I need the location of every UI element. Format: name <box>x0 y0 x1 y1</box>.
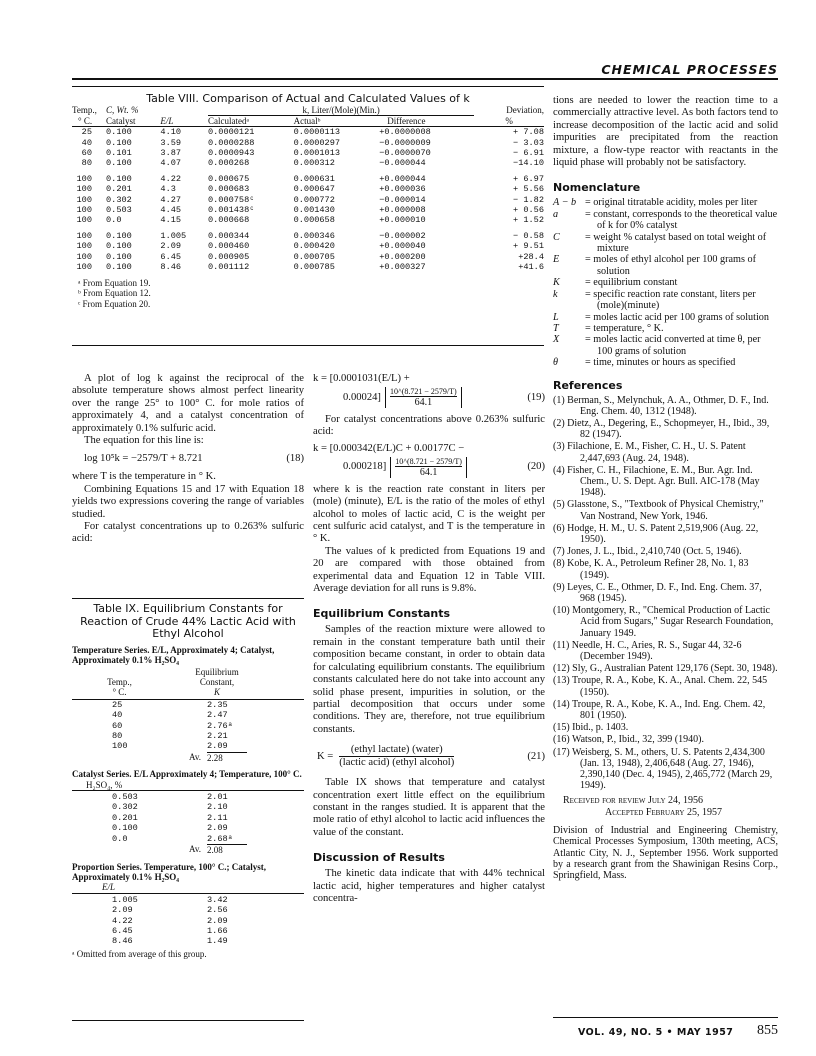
table-row <box>72 215 544 228</box>
equation-21 <box>317 744 545 769</box>
table-row <box>72 802 304 812</box>
table-cell: +0.000200 <box>379 251 426 262</box>
table-cell: 0.000785 <box>293 261 335 272</box>
table-cell: 60 <box>112 720 123 731</box>
table-cell: 0.201 <box>112 812 138 823</box>
table-cell: 0.100 <box>106 231 132 242</box>
t9-s2-avg-label: Av. <box>189 844 201 855</box>
reference-item: (7) Jones, J. L., Ibid., 2,410,740 (Oct. 5, 1946). <box>553 546 742 558</box>
table-row <box>72 916 304 926</box>
reference-item: (6) Hodge, H. M., U. S. Patent 2,519,906 (Aug. 22, 1950). <box>553 522 759 545</box>
accepted-line: Accepted February 25, 1957 <box>605 806 722 818</box>
t9-s3-col: E/L <box>72 882 304 893</box>
table-cell: 0.0000297 <box>293 137 341 148</box>
header-rule <box>72 78 778 80</box>
table-cell: 1.005 <box>112 894 138 905</box>
table-row <box>72 792 304 802</box>
nomenclature-definition: = moles lactic acid converted at time θ, per 100 grams of solution <box>585 334 761 357</box>
table-row <box>72 905 304 915</box>
table-cell: 1.49 <box>207 936 228 947</box>
table-cell: +0.000010 <box>379 215 426 226</box>
table-cell: −0.0000070 <box>379 147 431 158</box>
nomenclature-item <box>553 323 778 334</box>
table-cell: 4.22 <box>112 915 133 926</box>
t9-series-1-header <box>72 667 304 700</box>
received-line: Received for review July 24, 1956 <box>563 795 704 807</box>
paragraph: The values of k predicted from Equations 19 and 20 are compared with those obtained from experimental data and Equation 12 in Table VIII. Average deviation for all runs is 9.8%. <box>313 545 545 595</box>
table-cell: 0.000268 <box>207 158 250 169</box>
heading-discussion: Discussion of Results <box>313 851 445 865</box>
table-row <box>72 936 304 946</box>
table-cell: 1.005 <box>160 231 187 242</box>
t9-footnote: ᵃ Omitted from average of this group. <box>72 948 207 959</box>
nomenclature-item <box>553 232 778 255</box>
nomenclature-symbol: k <box>553 288 558 300</box>
table-8-bottom-rule <box>72 345 544 346</box>
table-cell: 100 <box>76 215 92 226</box>
table-cell: 0.001430 <box>293 204 335 215</box>
table-cell: 0.0000121 <box>207 127 255 138</box>
t9-s1-col1b: ° C. <box>112 687 127 697</box>
equation-20-number: (20) <box>527 461 545 473</box>
table-cell: 4.07 <box>160 158 182 169</box>
table-row <box>72 741 304 751</box>
equation-19-exp: 10^(8.721 − 2579/T) <box>389 387 457 396</box>
affiliation-note: Division of Industrial and Engineering Chemistry, Chemical Processes Symposium, 130th meeting, ACS, Atlantic City, N. J., September 1956. Work supported by a research grant from the Shawinigan Resins Corp., Springfield, Mass. <box>553 825 778 882</box>
table-cell: 4.10 <box>160 127 182 138</box>
table-row <box>72 148 544 158</box>
table-cell: 0.0000288 <box>207 137 255 148</box>
table-cell: + 6.97 <box>513 174 544 185</box>
table-cell: 40 <box>112 710 123 721</box>
table-cell: 0.0 <box>112 833 128 844</box>
nomenclature-symbol: X <box>553 334 560 346</box>
table-8-footnotes <box>72 278 544 309</box>
nomenclature-symbol: a <box>553 208 559 220</box>
nomenclature-symbol: E <box>553 254 560 266</box>
table-row <box>72 926 304 936</box>
table-row <box>72 158 544 171</box>
table-row <box>72 241 544 251</box>
equation-19-den: 64.1 <box>390 396 457 408</box>
table-row <box>72 731 304 741</box>
table-cell: 8.46 <box>112 936 133 947</box>
t8-footnote: ᵇ From Equation 12. <box>78 288 151 299</box>
table-cell: 2.68ᵃ <box>207 833 233 844</box>
table-cell: +0.000036 <box>379 184 426 195</box>
table-cell: 8.46 <box>160 261 182 272</box>
table-cell: +0.0000008 <box>379 127 431 138</box>
t8-col-dev-unit: % <box>505 115 513 126</box>
nomenclature-item <box>553 334 778 357</box>
table-cell: 2.09 <box>207 915 228 926</box>
table-row <box>72 184 544 194</box>
t9-s1-col1a: Temp., <box>107 676 132 687</box>
table-cell: 2.76ᵃ <box>207 720 233 731</box>
table-cell: −0.000044 <box>379 158 426 169</box>
table-cell: 0.000346 <box>293 231 335 242</box>
table-cell: 0.0000113 <box>293 127 341 138</box>
table-cell: 0.000675 <box>207 174 250 185</box>
reference-item: (5) Glasstone, S., "Textbook of Physical Chemistry," Van Nostrand, New York, 1946. <box>553 499 764 522</box>
equation-19-coef: 0.00024] <box>343 391 381 403</box>
table-cell: 6.45 <box>112 925 133 936</box>
table-row <box>72 127 544 138</box>
equation-20-coef: 0.000218] <box>343 461 387 473</box>
table-cell: 0.000647 <box>293 184 335 195</box>
table-row <box>72 700 304 710</box>
nomenclature-symbol: C <box>553 231 560 243</box>
nomenclature-symbol: T <box>553 322 559 334</box>
table-8-grid <box>72 105 544 272</box>
table-cell: 100 <box>112 741 128 752</box>
table-9-top-rule <box>72 598 304 599</box>
reference-item: (11) Needle, H. C., Aries, R. S., Sugar 44, 32-6 (December 1949). <box>553 639 742 662</box>
nomenclature-symbol: θ <box>553 357 559 369</box>
t9-s1-col2a: Equilibrium <box>195 666 239 677</box>
t9-series-1-average <box>72 752 304 763</box>
nomenclature-list <box>553 197 778 368</box>
table-cell: 4.15 <box>160 215 182 226</box>
nomenclature-item <box>553 312 778 323</box>
paragraph: For catalyst concentrations up to 0.263% sulfuric acid: <box>72 521 304 545</box>
t9-series-2-rows <box>72 792 304 844</box>
table-cell: 100 <box>76 174 92 185</box>
paragraph: Table IX shows that temperature and catalyst concentration exert little effect on the equilibrium constant in the ranges studied. It is apparent that the mole ratio of ethyl alcohol to lactic acid influences the value of the constant. <box>313 777 545 838</box>
equation-20-den: 64.1 <box>395 466 462 478</box>
table-cell: 0.302 <box>112 802 138 813</box>
table-cell: 100 <box>76 241 92 252</box>
equation-19 <box>313 373 545 408</box>
nomenclature-definition: = equilibrium constant <box>585 277 678 289</box>
equation-21-denominator: (lactic acid) (ethyl alcohol) <box>339 757 455 769</box>
equation-20-lhs: k = [0.000342(E/L)C + 0.00177C − <box>313 442 465 454</box>
table-cell: 2.21 <box>207 731 228 742</box>
table-cell: + 1.52 <box>513 215 544 226</box>
table-cell: 0.000758ᶜ <box>207 194 255 205</box>
nomenclature-definition: = original titratable acidity, moles per liter <box>585 197 758 209</box>
nomenclature-definition: = weight % catalyst based on total weight of mixture <box>585 231 767 255</box>
reference-item: (4) Fisher, C. H., Filachione, E. M., Bur. Agr. Ind. Chem., U. S. Dept. Agr. Bull. AIC-178 (May 1948). <box>553 464 760 499</box>
table-9 <box>72 603 304 959</box>
nomenclature-symbol: A − b <box>553 197 577 209</box>
reference-list <box>553 395 778 792</box>
t8-col-cat2: Catalyst <box>106 115 136 126</box>
column-2 <box>313 373 545 905</box>
table-cell: 0.000683 <box>207 184 250 195</box>
table-cell: 0.503 <box>106 204 132 215</box>
table-cell: 80 <box>81 158 92 169</box>
nomenclature-symbol: K <box>553 277 560 289</box>
table-cell: 0.001438ᶜ <box>207 204 255 215</box>
table-row <box>72 205 544 215</box>
t8-col-actual: Actualᵇ <box>293 116 321 127</box>
reference-item: (16) Watson, P., Ibid., 32, 399 (1940). <box>553 734 704 746</box>
table-cell: 100 <box>76 251 92 262</box>
nomenclature-definition: = time, minutes or hours as specified <box>585 357 736 369</box>
table-cell: 4.3 <box>160 184 176 195</box>
table-cell: −14.10 <box>513 158 544 169</box>
table-cell: 0.000312 <box>293 158 335 169</box>
t9-s1-col2c: K <box>213 687 220 698</box>
section-header: CHEMICAL PROCESSES <box>601 62 778 77</box>
reference-item: (14) Troupe, R. A., Kobe, K. A., Ind. Eng. Chem. 42, 801 (1950). <box>553 698 766 722</box>
column-3 <box>553 95 778 881</box>
table-8 <box>72 86 544 309</box>
table-cell: 100 <box>76 194 92 205</box>
nomenclature-definition: = specific reaction rate constant, liters per (mole)(minute) <box>585 288 756 312</box>
t8-col-calc: Calculatedᵃ <box>207 116 249 127</box>
table-8-body <box>72 127 544 272</box>
table-9-title: Table IX. Equilibrium Constants for Reaction of Crude 44% Lactic Acid with Ethyl Alcohol <box>80 602 296 641</box>
table-row <box>72 895 304 905</box>
t9-s2-col: H₂SO₄, % <box>72 780 304 791</box>
table-cell: 2.35 <box>207 699 228 710</box>
table-cell: 100 <box>76 184 92 195</box>
nomenclature-definition: = constant, corresponds to the theoretical value of k for 0% catalyst <box>585 208 778 232</box>
table-cell: 0.000705 <box>293 251 335 262</box>
t9-series-3-title: Proportion Series. Temperature, 100° C.; Catalyst, Approximately 0.1% H₂SO₄ <box>72 861 266 882</box>
table-cell: 4.27 <box>160 194 182 205</box>
reference-item: (15) Ibid., p. 1403. <box>553 722 629 734</box>
nomenclature-item <box>553 254 778 277</box>
table-cell: 0.100 <box>106 174 132 185</box>
equation-19-lhs: k = [0.0001031(E/L) + <box>313 373 410 384</box>
equation-19-number: (19) <box>527 391 545 403</box>
t8-footnote: ᶜ From Equation 20. <box>78 298 151 309</box>
nomenclature-definition: = moles of ethyl alcohol per 100 grams of solution <box>585 254 756 277</box>
table-cell: 2.11 <box>207 812 228 823</box>
reference-item: (2) Dietz, A., Degering, E., Schopmeyer, H., Ibid., 39, 82 (1947). <box>553 417 770 441</box>
table-cell: 0.100 <box>106 241 132 252</box>
table-cell: 2.47 <box>207 710 228 721</box>
t9-series-1-title: Temperature Series. E/L, Approximately 4; Catalyst, Approximately 0.1% H₂SO₄ <box>72 644 275 666</box>
table-cell: 2.10 <box>207 802 228 813</box>
table-8-title: Table VIII. Comparison of Actual and Calculated Values of k <box>146 92 470 105</box>
page-number: 855 <box>757 1023 778 1038</box>
table-cell: − 0.58 <box>513 231 544 242</box>
table-cell: 0.100 <box>106 158 132 169</box>
table-cell: 0.000905 <box>207 251 250 262</box>
table-cell: 0.100 <box>106 261 132 272</box>
t8-col-dev: Deviation, <box>506 105 544 116</box>
t9-s1-avg-label: Av. <box>189 751 201 762</box>
table-cell: +28.4 <box>518 251 544 262</box>
table-cell: 0.100 <box>106 127 132 138</box>
table-8-top-rule <box>72 86 544 87</box>
table-cell: 2.09 <box>207 823 228 834</box>
table-cell: 4.45 <box>160 204 182 215</box>
t8-col-k: k, Liter/(Mole)(Min.) <box>208 105 474 116</box>
paragraph: Combining Equations 15 and 17 with Equation 18 yields two expressions covering the range of variables studied. <box>72 483 304 520</box>
equation-18-body: log 10⁵k = −2579/T + 8.721 <box>84 453 203 465</box>
nomenclature-item <box>553 357 778 368</box>
table-cell: 0.0000943 <box>207 147 255 158</box>
table-cell: +0.000327 <box>379 261 426 272</box>
table-cell: 25 <box>112 699 123 710</box>
column-1 <box>72 373 304 546</box>
table-cell: 100 <box>76 231 92 242</box>
table-cell: 0.100 <box>106 137 132 148</box>
table-row <box>72 195 544 205</box>
table-cell: 2.56 <box>207 905 228 916</box>
reference-item: (10) Montgomery, R., "Chemical Production of Lactic Acid from Sugars," Sugar Research Foundation, January 1949. <box>553 605 774 639</box>
equation-18 <box>84 453 304 465</box>
heading-references: References <box>553 378 623 392</box>
paragraph: Samples of the reaction mixture were allowed to remain in the constant temperature bath until their composition became constant, in order to obtain data for calculating equilibrium constants. The equilibrium constants calculated here do not take into account any solid phase present, impurities in solution, or the partial decomposition that occurs under some conditions. They are, therefore, not true equilibrium constants. <box>313 624 545 735</box>
paragraph: The equation for this line is: <box>84 435 204 447</box>
t8-col-temp: Temp., <box>72 105 97 116</box>
table-row <box>72 171 544 184</box>
equation-21-lhs: K = <box>317 750 334 762</box>
table-cell: 0.503 <box>112 792 138 803</box>
table-cell: 3.59 <box>160 137 182 148</box>
paragraph: where k is the reaction rate constant in liters per (mole) (minute), E/L is the ratio of the moles of ethyl alcohol to moles of lactic acid, C is the weight per cent sulfuric acid catalyst, and T is the temperature in ° K. <box>313 483 545 545</box>
table-cell: 0.000772 <box>293 194 335 205</box>
table-cell: + 5.56 <box>513 184 544 195</box>
table-cell: −0.000002 <box>379 231 426 242</box>
table-cell: +0.000044 <box>379 174 426 185</box>
table-cell: 4.22 <box>160 174 182 185</box>
table-cell: 0.101 <box>106 147 132 158</box>
table-cell: 0.000658 <box>293 215 335 226</box>
t8-col-cat: C, Wt. % <box>106 105 139 116</box>
paragraph: tions are needed to lower the reaction time to a commercially attractive level. As both factors tend to increase decomposition of the lactic acid and solid impurities are precipitated from the reaction mixture, a flow-type reactor with reactants in the liquid phase will probably not be satisfactory. <box>553 95 778 169</box>
t9-series-3-rows <box>72 895 304 947</box>
equation-18-number: (18) <box>286 453 304 465</box>
table-9-bottom-rule <box>72 1020 304 1021</box>
table-cell: 0.000344 <box>207 231 250 242</box>
heading-equilibrium: Equilibrium Constants <box>313 607 451 621</box>
nomenclature-definition: = temperature, ° K. <box>585 322 664 334</box>
paragraph: A plot of log k against the reciprocal of the absolute temperature shows almost perfect linearity over the range 25° to 100° C. for mole ratios of approximately 4, and a catalyst concentration of approximately 0.1% sulfuric acid. <box>72 373 304 434</box>
paragraph: For catalyst concentrations above 0.263% sulfuric acid: <box>313 414 545 438</box>
heading-nomenclature: Nomenclature <box>553 181 641 195</box>
table-cell: −0.0000009 <box>379 137 431 148</box>
t9-s1-col2b: Constant, <box>199 677 235 687</box>
table-cell: 2.01 <box>207 792 228 803</box>
table-cell: 0.201 <box>106 184 132 195</box>
reference-item: (17) Weisberg, S. M., others, U. S. Patents 2,434,300 (Jan. 13, 1948), 2,406,648 (Aug. 27, 1946), 2,390,140 (Dec. 4, 1945), 2,465,772 (March 29, 1949). <box>553 746 773 792</box>
equation-20-exp: 10^(8.721 − 2579/T) <box>395 456 462 466</box>
reference-item: (9) Leyes, C. E., Othmer, D. F., Ind. Eng. Chem. 37, 968 (1945). <box>553 581 762 604</box>
nomenclature-definition: = moles lactic acid per 100 grams of solution <box>585 311 769 323</box>
table-cell: + 7.08 <box>513 127 544 138</box>
t9-series-2-title: Catalyst Series. E/L Approximately 4; Temperature, 100° C. <box>72 769 302 780</box>
nomenclature-item <box>553 277 778 288</box>
t8-col-el: E/L <box>160 115 174 126</box>
table-cell: 0.000631 <box>293 174 335 185</box>
table-cell: − 1.82 <box>513 194 544 205</box>
nomenclature-item <box>553 197 778 208</box>
table-row <box>72 710 304 720</box>
nomenclature-symbol: L <box>553 311 559 323</box>
t8-col-temp-unit: ° C. <box>78 115 93 126</box>
table-cell: 0.000460 <box>207 241 250 252</box>
table-row <box>72 138 544 148</box>
table-cell: 0.0001013 <box>293 147 341 158</box>
table-cell: 0.001112 <box>207 261 250 272</box>
table-cell: 0.0 <box>106 215 122 226</box>
table-cell: + 9.51 <box>513 241 544 252</box>
table-cell: 0.000420 <box>293 241 335 252</box>
table-cell: 100 <box>76 204 92 215</box>
table-row <box>72 823 304 833</box>
nomenclature-item <box>553 209 778 232</box>
t8-footnote: ᵃ From Equation 19. <box>78 278 151 289</box>
equation-20 <box>313 443 545 478</box>
column-3-bottom-rule <box>553 1017 778 1018</box>
t9-s2-avg: 2.08 <box>207 844 247 855</box>
table-cell: 60 <box>81 147 92 158</box>
table-cell: 2.09 <box>112 905 133 916</box>
table-cell: 100 <box>76 261 92 272</box>
table-cell: 80 <box>112 731 123 742</box>
table-row <box>72 262 544 272</box>
t9-series-1-rows <box>72 700 304 752</box>
table-cell: 40 <box>81 137 92 148</box>
t8-col-diff: Difference <box>387 116 426 127</box>
paragraph: The kinetic data indicate that with 44% technical lactic acid, higher temperatures and higher catalyst concentra- <box>313 868 545 904</box>
equation-21-number: (21) <box>527 750 545 762</box>
table-cell: +41.6 <box>518 261 544 272</box>
reference-item: (13) Troupe, R. A., Kobe, K. A., Anal. Chem. 22, 545 (1950). <box>553 675 768 698</box>
table-cell: + 0.56 <box>513 204 544 215</box>
table-row <box>72 813 304 823</box>
table-cell: 0.100 <box>106 251 132 262</box>
table-row <box>72 721 304 731</box>
table-cell: 3.42 <box>207 894 228 905</box>
table-cell: 0.000668 <box>207 215 250 226</box>
equation-21-numerator: (ethyl lactate) (water) <box>350 744 443 756</box>
table-cell: 1.66 <box>207 925 228 936</box>
table-cell: 0.302 <box>106 194 132 205</box>
table-row <box>72 228 544 241</box>
table-cell: 2.09 <box>160 241 182 252</box>
table-cell: −0.000014 <box>379 194 426 205</box>
table-row <box>72 252 544 262</box>
reference-item: (1) Berman, S., Melynchuk, A. A., Othmer, D. F., Ind. Eng. Chem. 40, 1312 (1948). <box>553 394 769 417</box>
table-cell: − 6.91 <box>513 147 544 158</box>
table-cell: +0.000040 <box>379 241 426 252</box>
table-cell: − 3.03 <box>513 137 544 148</box>
reference-item: (3) Filachione, E. M., Fisher, C. H., U. S. Patent 2,447,693 (Aug. 24, 1948). <box>553 441 746 464</box>
table-row <box>72 834 304 844</box>
table-cell: 25 <box>81 127 92 138</box>
reference-item: (8) Kobe, K. A., Petroleum Refiner 28, No. 1, 83 (1949). <box>553 558 749 581</box>
footer-issue: VOL. 49, NO. 5 • MAY 1957 <box>578 1027 734 1038</box>
t9-s1-avg: 2.28 <box>207 752 247 763</box>
table-cell: 0.100 <box>112 823 138 834</box>
table-cell: +0.000008 <box>379 204 426 215</box>
table-cell: 3.87 <box>160 147 182 158</box>
reference-item: (12) Sly, G., Australian Patent 129,176 (Sept. 30, 1948). <box>553 663 778 675</box>
paragraph: where T is the temperature in ° K. <box>72 471 216 483</box>
t9-series-2-average <box>72 844 304 855</box>
table-cell: 6.45 <box>160 251 182 262</box>
nomenclature-item <box>553 289 778 312</box>
table-cell: 2.09 <box>207 741 228 752</box>
